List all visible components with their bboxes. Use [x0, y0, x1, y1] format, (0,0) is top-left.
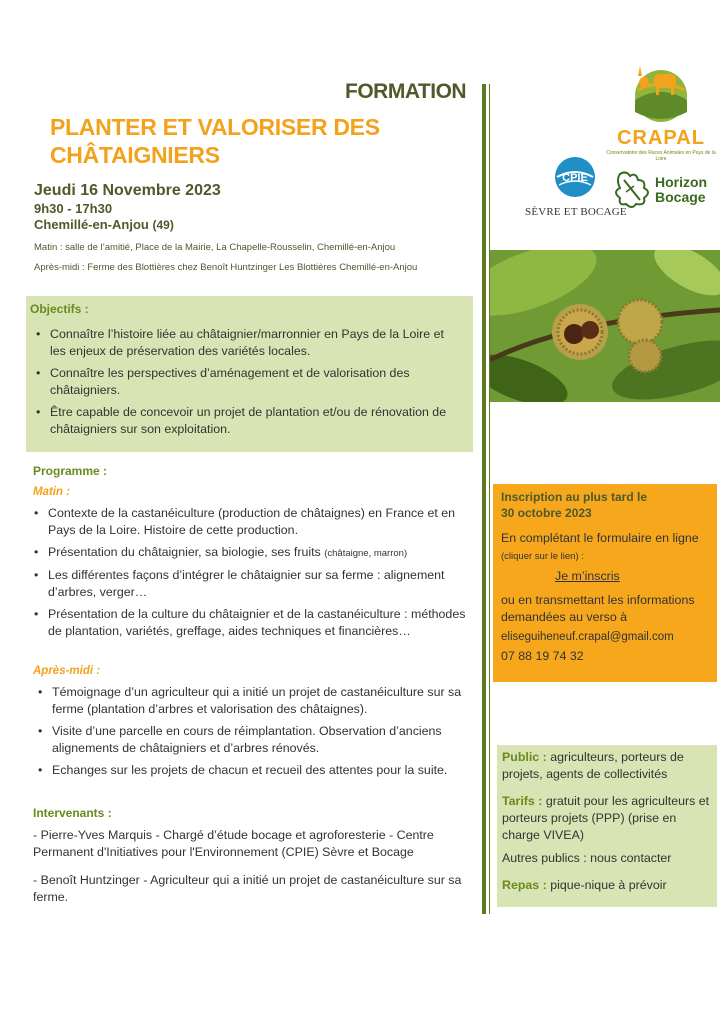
list-item [30, 544, 476, 562]
column-divider [482, 84, 486, 914]
list-item: • Visite d’une parcelle en cours de réimplantation. Observation d’anciens alignements de châtaigniers et d’arbres rénovés. [34, 723, 480, 757]
repas-label: Repas : [502, 878, 547, 892]
afternoon-location: Après-midi : Ferme des Blottières chez Benoît Huntzinger Les Blottières Chemillé-en-Anjou [34, 262, 418, 273]
public-text: agriculteurs, porteurs de projets, agents de collectivités [502, 750, 684, 781]
fruits-note: (châtaigne, marron) [324, 548, 408, 559]
list-item: • Connaître l’histoire liée au châtaignier/marronnier en Pays de la Loire et les enjeux de préservation des variétés locales. [32, 326, 462, 360]
list-item: • Les différentes façons d’intégrer le châtaignier sur sa ferme : alignement d’arbres, verger… [30, 567, 476, 601]
intervenants-heading: Intervenants : [33, 806, 112, 820]
cpie-logo [525, 155, 625, 218]
inscription-online [501, 530, 711, 565]
list-item: • Contexte de la castanéiculture (production de châtaignes) en France et en Pays de la Loire. Histoire de cette production. [30, 505, 476, 539]
tarifs-text: gratuit pour les agriculteurs et porteurs projets (PPP) (prise en charge VIVEA) [502, 794, 710, 842]
inscription-online-text: En complétant le formulaire en ligne [501, 531, 699, 545]
crapal-logo [605, 60, 717, 162]
cpie-acronym: CPIE [562, 172, 588, 184]
oak-leaf-icon [612, 170, 654, 210]
event-date: Jeudi 16 Novembre 2023 [34, 182, 221, 199]
objectifs-heading: Objectifs : [30, 302, 89, 316]
list-item-text: Présentation du châtaignier, sa biologie, ses fruits [48, 545, 321, 559]
objectifs-list [32, 326, 462, 443]
place-dept: (49) [152, 218, 174, 232]
chestnut-photo [490, 250, 720, 402]
inscription-box [493, 484, 717, 682]
inscription-online-hint: (cliquer sur le lien) : [501, 551, 584, 562]
list-item: • Témoignage d’un agriculteur qui a initié un projet de castanéiculture sur sa ferme (plantation d’arbres et valorisation des châtaignes). [34, 684, 480, 718]
autres-publics: Autres publics : nous contacter [502, 851, 672, 865]
public-box [497, 745, 717, 907]
inscription-title-1: Inscription au plus tard le [501, 490, 648, 504]
list-item: • Connaître les perspectives d’aménagement et de valorisation des châtaigniers. [32, 365, 462, 399]
morning-location: Matin : salle de l’amitié, Place de la Mairie, La Chapelle-Rousselin, Chemillé-en-Anjou [34, 242, 396, 253]
list-item: • Echanges sur les projets de chacun et recueil des attentes pour la suite. [34, 762, 480, 779]
place-name: Chemillé-en-Anjou [34, 217, 149, 232]
crapal-subtitle: Conservatoire des Races Animales en Pays de la Loire [606, 150, 716, 162]
horizon-bocage-name [655, 175, 707, 205]
tarifs-info [502, 793, 714, 844]
event-place [34, 217, 174, 232]
tarifs-label: Tarifs : [502, 794, 543, 808]
title-line-1: PLANTER ET VALORISER DES [50, 114, 380, 140]
chestnut-image-icon [490, 250, 720, 402]
objectifs-box [26, 296, 473, 452]
hb-line-2: Bocage [655, 189, 706, 205]
hb-line-1: Horizon [655, 174, 708, 190]
contact-email[interactable]: eliseguiheneuf.crapal@gmail.com [501, 631, 674, 643]
repas-info [502, 877, 714, 894]
title-line-2: CHÂTAIGNIERS [50, 142, 220, 168]
programme-heading: Programme : [33, 464, 108, 478]
apres-midi-list [34, 684, 480, 784]
cpie-globe-icon [553, 155, 597, 199]
crapal-emblem-icon [616, 60, 706, 124]
inscription-title-2: 30 octobre 2023 [501, 506, 592, 520]
intervenant-2: - Benoît Huntzinger - Agriculteur qui a initié un projet de castanéiculture sur sa ferme. [33, 873, 462, 904]
public-label: Public : [502, 750, 547, 764]
list-item: • Être capable de concevoir un projet de plantation et/ou de rénovation de châtaigniers sur son exploitation. [32, 404, 462, 438]
apres-midi-heading: Après-midi : [33, 665, 101, 677]
matin-heading: Matin : [33, 486, 71, 498]
contact-phone: 07 88 19 74 32 [501, 649, 584, 663]
repas-text: pique-nique à prévoir [550, 878, 667, 892]
column-divider-thin [489, 84, 490, 914]
horizon-bocage-logo [612, 170, 720, 215]
register-link[interactable]: Je m’inscris [555, 569, 620, 583]
event-hours: 9h30 - 17h30 [34, 201, 113, 216]
matin-list [30, 505, 476, 645]
public-info [502, 749, 714, 783]
list-item: • Présentation de la culture du châtaignier et de la castanéiculture : méthodes de plantation, variétés, greffage, aides techniques et financières… [30, 606, 476, 640]
cpie-name: SÈVRE ET BOCAGE [525, 206, 627, 218]
inscription-alt: ou en transmettant les informations demandées au verso à [501, 593, 695, 624]
crapal-name: CRAPAL [617, 127, 705, 149]
page-title [50, 113, 470, 169]
formation-label: FORMATION [345, 80, 467, 103]
intervenant-1: - Pierre-Yves Marquis - Chargé d’étude bocage et agroforesterie - Centre Permanent d'Initiatives pour l'Environnement (CPIE) Sèvre et Bocage [33, 828, 434, 859]
